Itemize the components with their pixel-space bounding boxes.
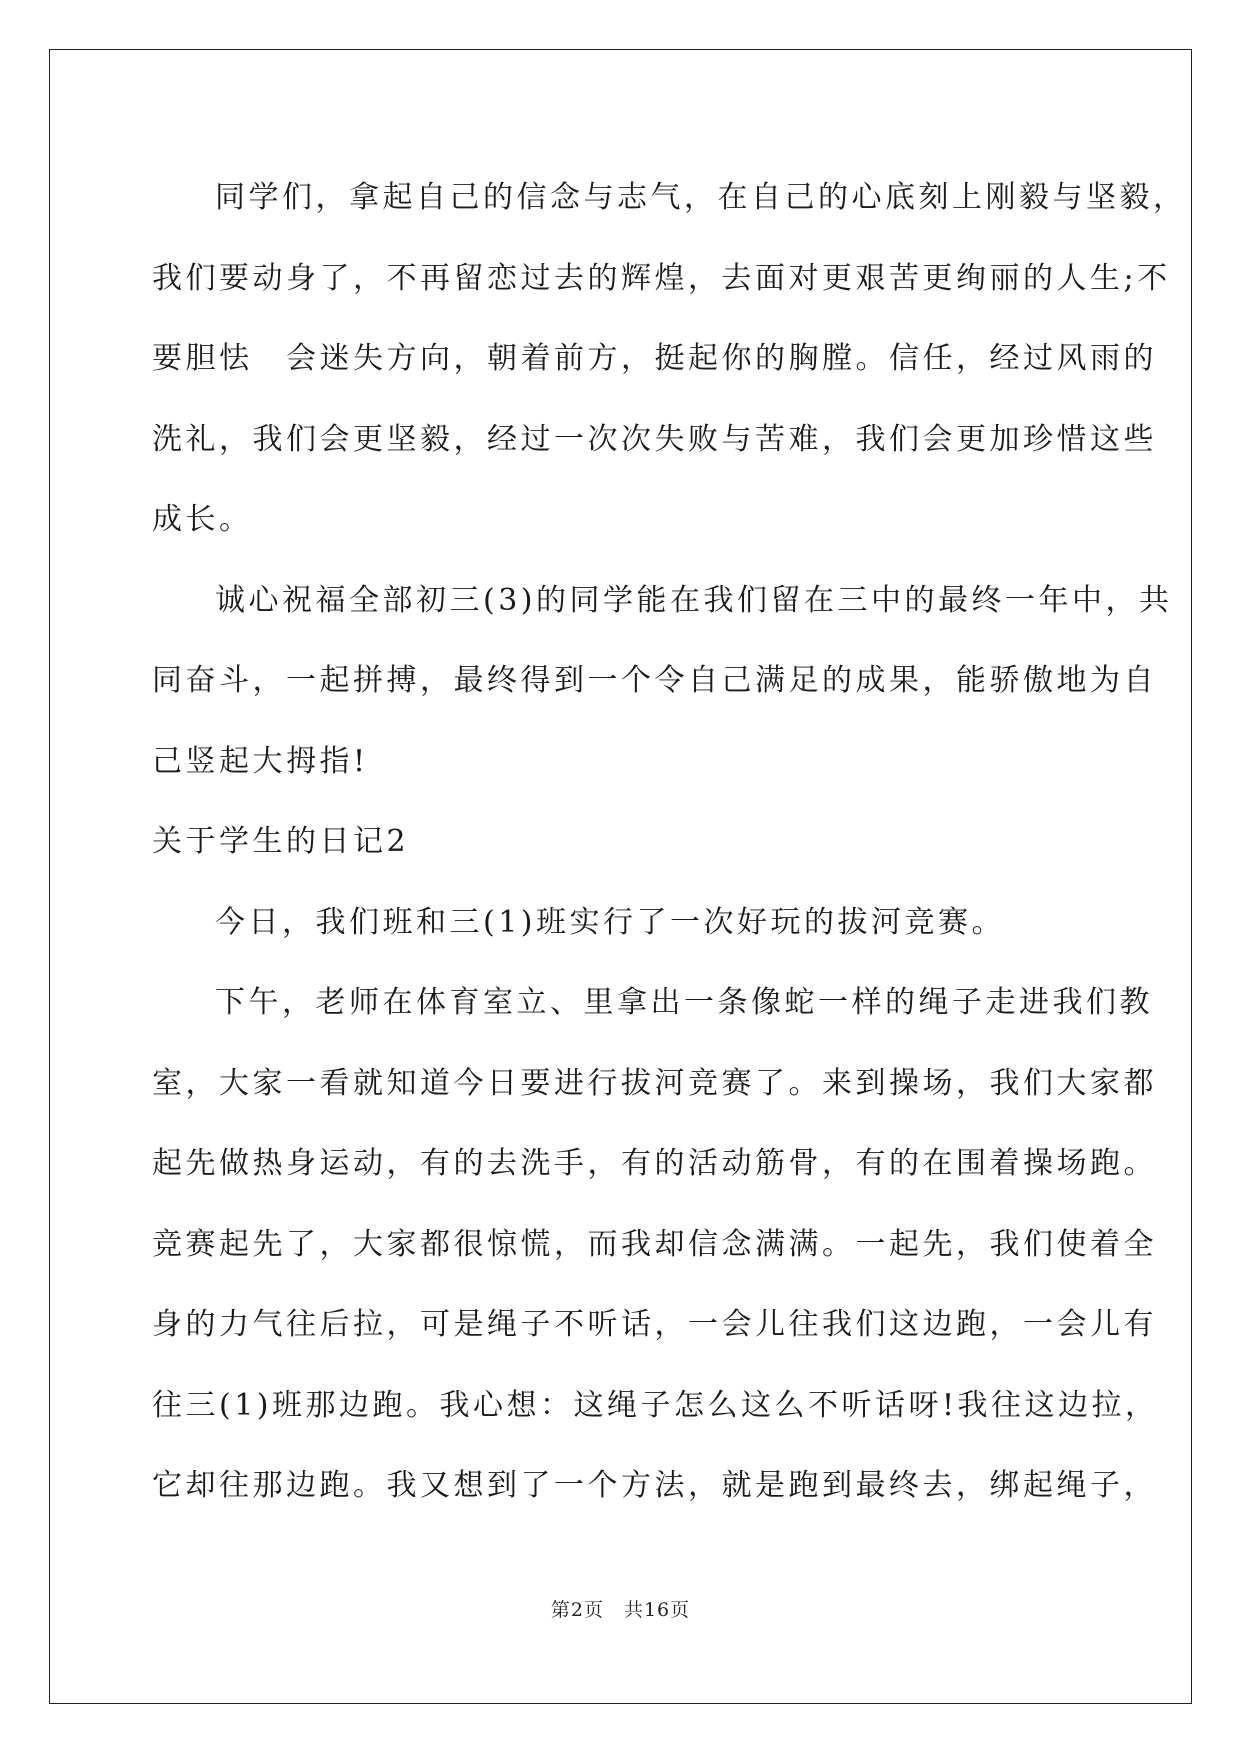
text-line-16: 往三(1)班那边跑。我心想：这绳子怎么这么不听话呀!我往这边拉， — [152, 1387, 1159, 1423]
text-line-17: 它却往那边跑。我又想到了一个方法，就是跑到最终去，绑起绳子， — [152, 1468, 1157, 1503]
document-body — [152, 158, 1187, 1527]
text-line-13: 起先做热身运动，有的去洗手，有的活动筋骨，有的在围着操场跑。 — [152, 1146, 1157, 1181]
text-line-10: 今日，我们班和三(1)班实行了一次好玩的拔河竞赛。 — [215, 904, 1005, 940]
text-line-15: 身的力气往后拉，可是绳子不听话，一会儿往我们这边跑，一会儿有 — [152, 1307, 1157, 1342]
text-line-4: 洗礼，我们会更坚毅，经过一次次失败与苦难，我们会更加珍惜这些 — [152, 421, 1157, 457]
text-line-11: 下午，老师在体育室立、里拿出一条像蛇一样的绳子走进我们教 — [215, 985, 1153, 1020]
text-line-14: 竞赛起先了，大家都很惊慌，而我却信念满满。一起先，我们使着全 — [152, 1226, 1157, 1262]
text-line-8: 己竖起大拇指! — [152, 743, 369, 779]
text-line-5: 成长。 — [152, 502, 253, 537]
section-heading: 关于学生的日记2 — [152, 824, 410, 859]
text-line-12: 室，大家一看就知道今日要进行拔河竞赛了。来到操场，我们大家都 — [152, 1065, 1157, 1101]
page-number-footer: 第2页 共16页 — [550, 1599, 691, 1621]
text-line-6: 诚心祝福全部初三(3)的同学能在我们留在三中的最终一年中，共 — [215, 582, 1173, 618]
text-line-2: 我们要动身了，不再留恋过去的辉煌，去面对更艰苦更绚丽的人生;不 — [152, 260, 1171, 296]
text-line-3: 要胆怯 会迷失方向，朝着前方，挺起你的胸膛。信任，经过风雨的 — [152, 341, 1157, 376]
text-line-1: 同学们，拿起自己的信念与志气，在自己的心底刻上刚毅与坚毅， — [215, 180, 1187, 215]
text-line-7: 同奋斗，一起拼搏，最终得到一个令自己满足的成果，能骄傲地为自 — [152, 663, 1157, 698]
